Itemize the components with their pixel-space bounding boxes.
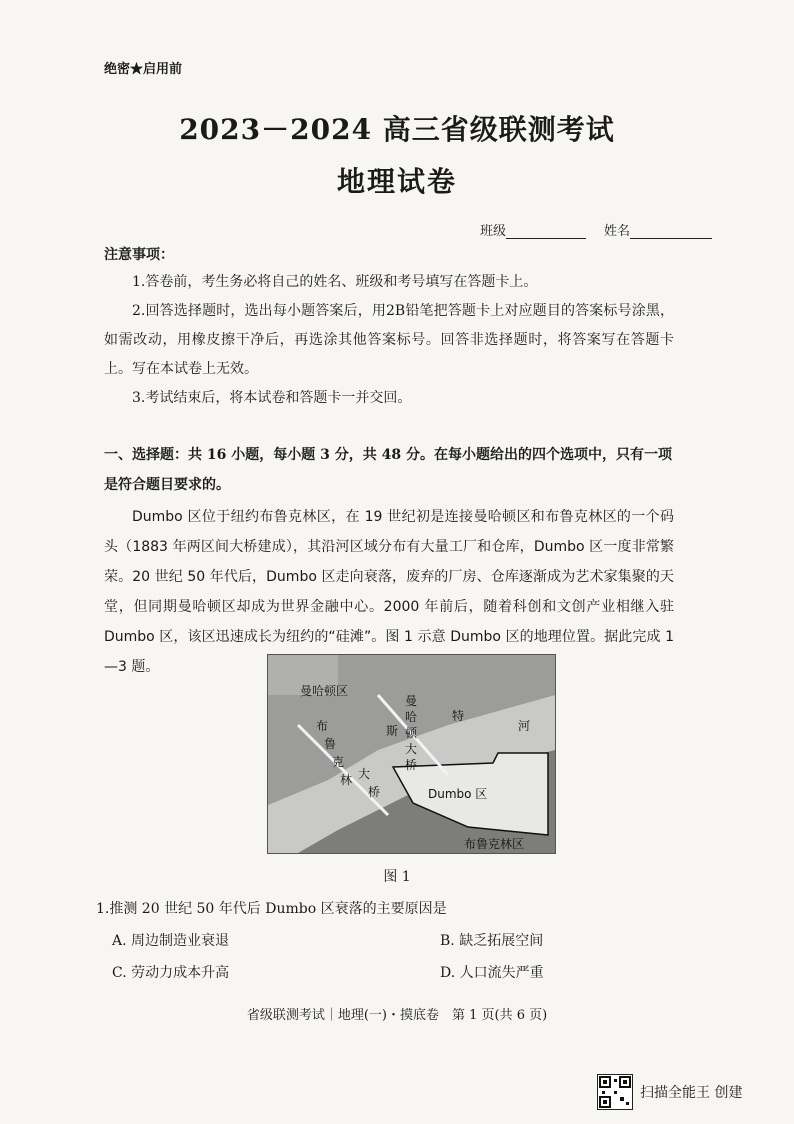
page-footer: 省级联测考试｜地理(一)・摸底卷 第 1 页(共 6 页) [246, 1008, 548, 1023]
reading-passage: Dumbo 区位于纽约布鲁克林区，在 19 世纪初是连接曼哈顿区和布鲁克林区的一个码头（1883 年两区间大桥建成），其沿河区域分布有大量工厂和仓库，Dumbo 区一度非常繁荣。20 世纪 50 年代后，Dumbo 区走向衰落，废弃的厂房、仓库逐渐成为艺术家集聚的天堂，但同期曼哈顿区却成为世界金融中心。2000 年前后，随着科创和文创产业相继入驻 Dumbo 区，该区迅速成长为纽约的“硅滩”。图 1 示意 Dumbo 区的地理位置。据此完成 1—3 题。 [104, 509, 674, 675]
class-label: 班级 [480, 224, 507, 239]
name-blank [630, 224, 712, 239]
section-heading: 一、选择题：共 16 小题，每小题 3 分，共 48 分。在每小题给出的四个选项中，只有一项是符合题目要求的。 [104, 447, 672, 493]
map-label-brooklyn: 布鲁克林区 [464, 837, 525, 851]
note-item-2: 2.回答选择题时，选出每小题答案后，用2B铅笔把答题卡上对应题目的答案标号涂黑，如需改动，用橡皮擦干净后，再选涂其他答案标号。回答非选择题时，将答案写在答题卡上。写在本试卷上无效。 [104, 303, 674, 377]
name-label: 姓名 [604, 224, 631, 239]
map-label-manhattan-bridge: 曼 哈 顿 大 桥 [405, 694, 418, 772]
map-label-manhattan: 曼哈顿区 [300, 684, 349, 698]
map-label-bk-bridge-5: 大 [358, 767, 371, 781]
confidential-mark: 绝密★启用前 [104, 62, 183, 77]
map-label-river-2: 特 [452, 709, 465, 723]
exam-subtitle: 地理试卷 [336, 165, 457, 198]
option-d: D. 人口流失严重 [440, 965, 544, 981]
map-label-bk-bridge-6: 桥 [368, 785, 381, 799]
notes-title: 注意事项： [104, 247, 174, 263]
map-label-bk-bridge-2: 鲁 [324, 737, 337, 751]
map-label-bk-bridge-1: 布 [316, 719, 329, 733]
option-a: A. 周边制造业衰退 [112, 933, 230, 949]
map-label-dumbo: Dumbo 区 [428, 787, 488, 801]
note-item-3: 3.考试结束后，将本试卷和答题卡一并交回。 [132, 390, 412, 406]
map-label-river-3: 河 [518, 719, 531, 733]
map-label-river-1: 斯 [386, 724, 399, 738]
dumbo-location-map [267, 654, 556, 854]
map-label-bk-bridge-3: 克 [332, 755, 345, 769]
scanner-watermark: 扫描全能王 创建 [640, 1085, 743, 1101]
class-name-fields [480, 220, 712, 239]
option-b: B. 缺乏拓展空间 [440, 933, 544, 949]
qr-code-icon [597, 1074, 633, 1110]
class-blank [506, 224, 586, 239]
option-c: C. 劳动力成本升高 [112, 965, 230, 981]
exam-title: 2023－2024 高三省级联测考试 [179, 113, 615, 146]
figure-caption: 图 1 [383, 869, 411, 885]
map-label-bk-bridge-4: 林 [340, 773, 353, 787]
question-1-stem: 1.推测 20 世纪 50 年代后 Dumbo 区衰落的主要原因是 [96, 901, 447, 917]
note-item-1: 1.答卷前，考生务必将自己的姓名、班级和考号填写在答题卡上。 [132, 274, 538, 290]
